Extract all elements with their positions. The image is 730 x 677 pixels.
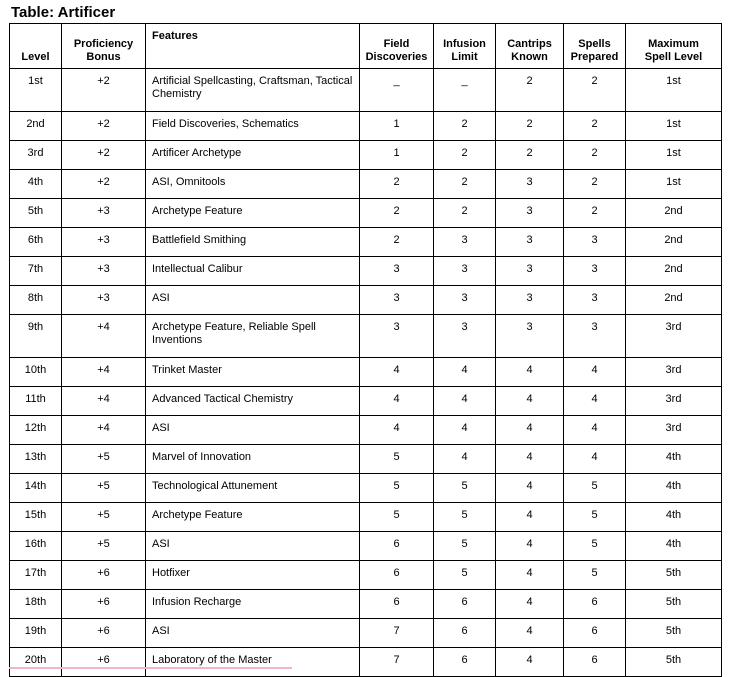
cell-level: 1st [10, 69, 62, 112]
cell-cantrips: 4 [496, 387, 564, 416]
cell-spells: 2 [564, 199, 626, 228]
table-row [10, 199, 722, 228]
table-row [10, 532, 722, 561]
cell-max: 2nd [626, 228, 722, 257]
cell-prof: +5 [62, 532, 146, 561]
cell-max: 2nd [626, 199, 722, 228]
cell-field: 3 [360, 286, 434, 315]
cell-spells: 5 [564, 503, 626, 532]
cell-field: 3 [360, 315, 434, 358]
header-cantrips-known: Cantrips Known [496, 24, 564, 69]
cell-infusion: 2 [434, 170, 496, 199]
cell-max: 1st [626, 170, 722, 199]
cell-spells: 2 [564, 170, 626, 199]
cell-features: Archetype Feature [146, 503, 360, 532]
table-row [10, 141, 722, 170]
cell-level: 9th [10, 315, 62, 358]
cell-features: ASI [146, 416, 360, 445]
cell-cantrips: 3 [496, 170, 564, 199]
cell-spells: 6 [564, 590, 626, 619]
cell-level: 20th [10, 648, 62, 677]
cell-spells: 3 [564, 315, 626, 358]
cell-infusion: 6 [434, 619, 496, 648]
cell-cantrips: 4 [496, 474, 564, 503]
cell-prof: +2 [62, 141, 146, 170]
cell-level: 19th [10, 619, 62, 648]
cell-infusion: 4 [434, 416, 496, 445]
cell-level: 6th [10, 228, 62, 257]
cell-level: 11th [10, 387, 62, 416]
cell-max: 4th [626, 445, 722, 474]
cell-field: 4 [360, 358, 434, 387]
cell-max: 1st [626, 141, 722, 170]
table-row [10, 358, 722, 387]
cell-level: 15th [10, 503, 62, 532]
cell-spells: 2 [564, 112, 626, 141]
cell-features: Battlefield Smithing [146, 228, 360, 257]
cell-cantrips: 3 [496, 199, 564, 228]
table-row [10, 474, 722, 503]
cell-prof: +4 [62, 387, 146, 416]
cell-level: 16th [10, 532, 62, 561]
table-title: Table: Artificer [11, 4, 116, 21]
cell-level: 4th [10, 170, 62, 199]
cell-prof: +6 [62, 590, 146, 619]
cell-prof: +6 [62, 561, 146, 590]
cell-field: 1 [360, 112, 434, 141]
cell-prof: +4 [62, 315, 146, 358]
cell-prof: +2 [62, 170, 146, 199]
cell-features: Advanced Tactical Chemistry [146, 387, 360, 416]
artificer-table [9, 23, 722, 677]
cell-max: 1st [626, 69, 722, 112]
cell-infusion: _ [434, 69, 496, 112]
cell-max: 5th [626, 590, 722, 619]
cell-level: 2nd [10, 112, 62, 141]
cell-features: ASI [146, 532, 360, 561]
cell-cantrips: 3 [496, 286, 564, 315]
cell-features: ASI [146, 286, 360, 315]
cell-prof: +5 [62, 474, 146, 503]
cell-features: Field Discoveries, Schematics [146, 112, 360, 141]
cell-features: Technological Attunement [146, 474, 360, 503]
cell-field: 5 [360, 503, 434, 532]
cell-max: 3rd [626, 416, 722, 445]
cell-infusion: 4 [434, 358, 496, 387]
table-row [10, 445, 722, 474]
cell-max: 4th [626, 532, 722, 561]
header-proficiency: Proficiency Bonus [62, 24, 146, 69]
cell-prof: +6 [62, 619, 146, 648]
cell-field: 3 [360, 257, 434, 286]
table-row [10, 590, 722, 619]
cell-max: 5th [626, 561, 722, 590]
cell-features: Intellectual Calibur [146, 257, 360, 286]
cell-spells: 5 [564, 561, 626, 590]
cell-features: Artificial Spellcasting, Craftsman, Tactical Chemistry [146, 69, 360, 112]
cell-infusion: 4 [434, 445, 496, 474]
cell-features: ASI, Omnitools [146, 170, 360, 199]
cell-cantrips: 4 [496, 561, 564, 590]
table-row [10, 315, 722, 358]
cell-level: 3rd [10, 141, 62, 170]
cell-cantrips: 2 [496, 69, 564, 112]
cell-spells: 6 [564, 648, 626, 677]
table-row [10, 387, 722, 416]
cell-features: ASI [146, 619, 360, 648]
cell-max: 5th [626, 648, 722, 677]
cell-field: _ [360, 69, 434, 112]
cell-cantrips: 3 [496, 228, 564, 257]
cell-infusion: 2 [434, 141, 496, 170]
table-row [10, 228, 722, 257]
cell-infusion: 4 [434, 387, 496, 416]
cell-max: 1st [626, 112, 722, 141]
cell-max: 4th [626, 503, 722, 532]
table-row [10, 648, 722, 677]
cell-spells: 2 [564, 141, 626, 170]
header-level: Level [10, 24, 62, 69]
cell-max: 3rd [626, 387, 722, 416]
cell-field: 7 [360, 619, 434, 648]
cell-spells: 3 [564, 286, 626, 315]
page-underline [9, 667, 292, 669]
cell-field: 2 [360, 170, 434, 199]
cell-infusion: 5 [434, 474, 496, 503]
cell-spells: 4 [564, 387, 626, 416]
cell-level: 5th [10, 199, 62, 228]
cell-field: 6 [360, 590, 434, 619]
header-field-discoveries: Field Discoveries [360, 24, 434, 69]
cell-prof: +6 [62, 648, 146, 677]
table-row [10, 619, 722, 648]
table-row [10, 257, 722, 286]
cell-prof: +4 [62, 358, 146, 387]
cell-field: 2 [360, 228, 434, 257]
cell-features: Artificer Archetype [146, 141, 360, 170]
cell-field: 6 [360, 561, 434, 590]
header-max-spell-level: Maximum Spell Level [626, 24, 722, 69]
cell-cantrips: 2 [496, 141, 564, 170]
cell-field: 5 [360, 445, 434, 474]
table-row [10, 170, 722, 199]
cell-prof: +3 [62, 257, 146, 286]
cell-max: 4th [626, 474, 722, 503]
cell-prof: +5 [62, 445, 146, 474]
table-row [10, 416, 722, 445]
cell-infusion: 5 [434, 561, 496, 590]
cell-prof: +3 [62, 286, 146, 315]
cell-features: Hotfixer [146, 561, 360, 590]
cell-spells: 3 [564, 257, 626, 286]
table-row [10, 561, 722, 590]
cell-field: 4 [360, 416, 434, 445]
cell-features: Laboratory of the Master [146, 648, 360, 677]
cell-features: Archetype Feature, Reliable Spell Inventions [146, 315, 360, 358]
cell-cantrips: 3 [496, 315, 564, 358]
table-row [10, 112, 722, 141]
cell-infusion: 3 [434, 228, 496, 257]
cell-max: 5th [626, 619, 722, 648]
cell-spells: 4 [564, 416, 626, 445]
cell-cantrips: 4 [496, 358, 564, 387]
cell-spells: 5 [564, 474, 626, 503]
cell-level: 7th [10, 257, 62, 286]
cell-spells: 3 [564, 228, 626, 257]
header-row [10, 24, 722, 69]
cell-prof: +3 [62, 199, 146, 228]
cell-infusion: 5 [434, 503, 496, 532]
cell-infusion: 6 [434, 648, 496, 677]
cell-field: 7 [360, 648, 434, 677]
cell-prof: +4 [62, 416, 146, 445]
cell-infusion: 2 [434, 199, 496, 228]
cell-infusion: 3 [434, 286, 496, 315]
cell-features: Archetype Feature [146, 199, 360, 228]
table-row [10, 286, 722, 315]
cell-max: 2nd [626, 286, 722, 315]
cell-cantrips: 4 [496, 416, 564, 445]
cell-spells: 4 [564, 358, 626, 387]
cell-spells: 4 [564, 445, 626, 474]
cell-max: 3rd [626, 315, 722, 358]
cell-level: 14th [10, 474, 62, 503]
cell-cantrips: 3 [496, 257, 564, 286]
header-infusion-limit: Infusion Limit [434, 24, 496, 69]
cell-infusion: 6 [434, 590, 496, 619]
cell-prof: +5 [62, 503, 146, 532]
cell-cantrips: 4 [496, 503, 564, 532]
cell-cantrips: 2 [496, 112, 564, 141]
cell-cantrips: 4 [496, 532, 564, 561]
cell-level: 18th [10, 590, 62, 619]
cell-cantrips: 4 [496, 445, 564, 474]
cell-level: 17th [10, 561, 62, 590]
cell-level: 10th [10, 358, 62, 387]
cell-level: 13th [10, 445, 62, 474]
cell-features: Infusion Recharge [146, 590, 360, 619]
cell-infusion: 2 [434, 112, 496, 141]
cell-field: 4 [360, 387, 434, 416]
cell-cantrips: 4 [496, 648, 564, 677]
table-row [10, 503, 722, 532]
cell-prof: +2 [62, 112, 146, 141]
cell-field: 2 [360, 199, 434, 228]
cell-field: 6 [360, 532, 434, 561]
cell-infusion: 3 [434, 315, 496, 358]
header-features: Features [146, 24, 360, 69]
cell-field: 1 [360, 141, 434, 170]
cell-cantrips: 4 [496, 619, 564, 648]
cell-field: 5 [360, 474, 434, 503]
cell-cantrips: 4 [496, 590, 564, 619]
cell-level: 8th [10, 286, 62, 315]
cell-features: Trinket Master [146, 358, 360, 387]
cell-prof: +3 [62, 228, 146, 257]
cell-max: 2nd [626, 257, 722, 286]
cell-max: 3rd [626, 358, 722, 387]
cell-spells: 6 [564, 619, 626, 648]
cell-level: 12th [10, 416, 62, 445]
cell-spells: 2 [564, 69, 626, 112]
cell-infusion: 5 [434, 532, 496, 561]
cell-spells: 5 [564, 532, 626, 561]
cell-features: Marvel of Innovation [146, 445, 360, 474]
table-row [10, 69, 722, 112]
header-spells-prepared: Spells Prepared [564, 24, 626, 69]
cell-infusion: 3 [434, 257, 496, 286]
cell-prof: +2 [62, 69, 146, 112]
